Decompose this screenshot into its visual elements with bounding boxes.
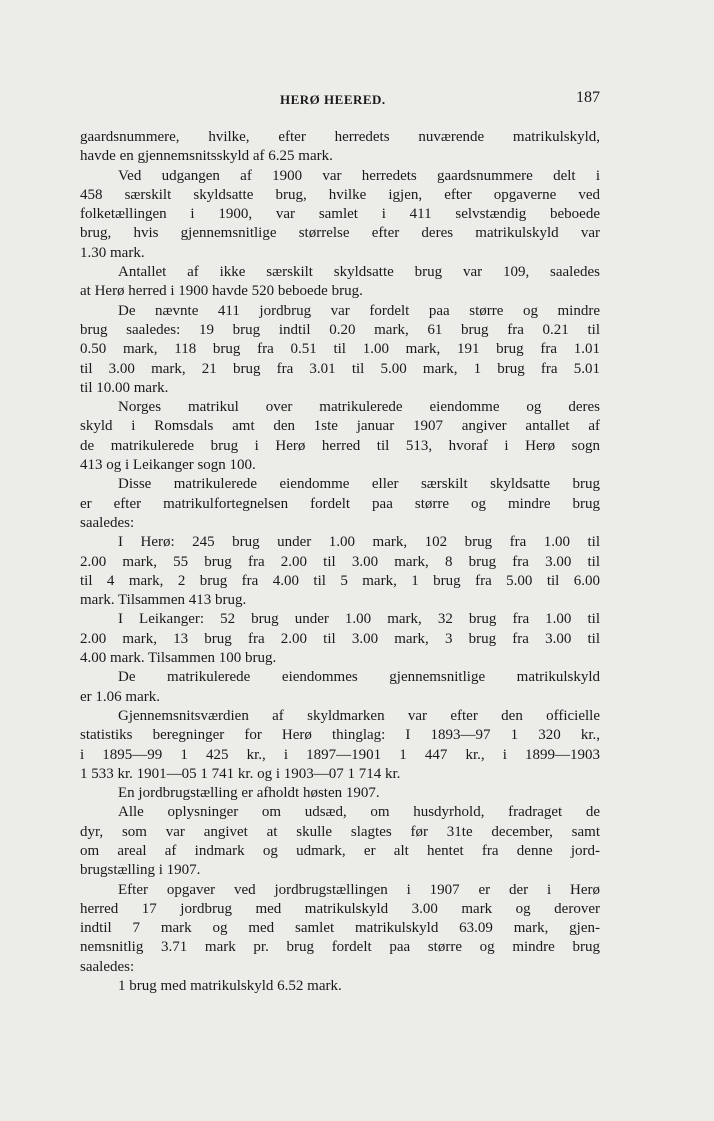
text-line: 2.00 mark, 55 brug fra 2.00 til 3.00 mark, 8 brug fra 3.00 til <box>80 553 600 570</box>
running-head <box>80 89 600 112</box>
text-line: Ved udgangen af 1900 var herredets gaardsnummere delt i <box>118 167 600 184</box>
text-line: I Herø: 245 brug under 1.00 mark, 102 brug fra 1.00 til <box>118 534 600 551</box>
text-line: 2.00 mark, 13 brug fra 2.00 til 3.00 mark, 3 brug fra 3.00 til <box>80 630 600 647</box>
text-line: 1 533 kr. 1901—05 1 741 kr. og i 1903—07 1 714 kr. <box>80 765 401 782</box>
page-number: 187 <box>576 89 600 106</box>
running-head-title: HERØ HEERED. <box>280 92 386 107</box>
text-line: til 4 mark, 2 brug fra 4.00 til 5 mark, 1 brug fra 5.00 til 6.00 <box>80 572 600 589</box>
text-line: 1.30 mark. <box>80 244 145 261</box>
text-line: De nævnte 411 jordbrug var fordelt paa større og mindre <box>118 302 600 319</box>
text-line: Norges matrikul over matrikulerede eiendomme og deres <box>118 399 600 416</box>
text-line: nemsnitlig 3.71 mark pr. brug fordelt paa større og mindre brug <box>80 939 600 956</box>
text-line: saaledes: <box>80 514 135 531</box>
text-line: 1 brug med matrikulskyld 6.52 mark. <box>118 978 342 995</box>
text-line: indtil 7 mark og med samlet matrikulskyld 63.09 mark, gjen- <box>80 920 600 937</box>
text-line: Disse matrikulerede eiendomme eller særskilt skyldsatte brug <box>118 476 600 493</box>
text-line: til 10.00 mark. <box>80 379 169 396</box>
text-line: I Leikanger: 52 brug under 1.00 mark, 32 brug fra 1.00 til <box>118 611 600 628</box>
text-line: Gjennemsnitsværdien af skyldmarken var efter den officielle <box>118 707 600 724</box>
text-line: brug, hvis gjennemsnitlige størrelse efter deres matrikulskyld var <box>80 225 600 242</box>
text-line: saaledes: <box>80 958 135 975</box>
text-line: En jordbrugstælling er afholdt høsten 1907. <box>118 785 380 802</box>
text-line: 4.00 mark. Tilsammen 100 brug. <box>80 650 277 667</box>
text-line: at Herø herred i 1900 havde 520 beboede brug. <box>80 283 363 300</box>
text-line: dyr, som var angivet at skulle slagtes før 31te december, samt <box>80 823 600 840</box>
text-line: om areal af indmark og udmark, er alt hentet fra denne jord- <box>80 842 600 859</box>
text-line: skyld i Romsdals amt den 1ste januar 1907 angiver antallet af <box>80 418 600 435</box>
text-line: til 3.00 mark, 21 brug fra 3.01 til 5.00 mark, 1 brug fra 5.01 <box>80 360 600 377</box>
text-line: Efter opgaver ved jordbrugstællingen i 1907 er der i Herø <box>118 881 600 898</box>
text-line: i 1895—99 1 425 kr., i 1897—1901 1 447 kr., i 1899—1903 <box>80 746 600 763</box>
text-line: herred 17 jordbrug med matrikulskyld 3.00 mark og derover <box>80 900 600 917</box>
text-line: brug saaledes: 19 brug indtil 0.20 mark, 61 brug fra 0.21 til <box>80 321 600 338</box>
text-line: 458 særskilt skyldsatte brug, hvilke igjen, efter opgaverne ved <box>80 186 600 203</box>
text-line: 0.50 mark, 118 brug fra 0.51 til 1.00 mark, 191 brug fra 1.01 <box>80 341 600 358</box>
text-line: 413 og i Leikanger sogn 100. <box>80 457 256 474</box>
text-line: statistiks beregninger for Herø thinglag: I 1893—97 1 320 kr., <box>80 727 600 744</box>
text-line: er efter matrikulfortegnelsen fordelt paa større og mindre brug <box>80 495 600 512</box>
text-line: er 1.06 mark. <box>80 688 160 705</box>
text-line: folketællingen i 1900, var samlet i 411 selvstændig beboede <box>80 206 600 223</box>
text-line: De matrikulerede eiendommes gjennemsnitlige matrikulskyld <box>118 669 600 686</box>
text-line: havde en gjennemsnitsskyld af 6.25 mark. <box>80 148 333 165</box>
text-line: Antallet af ikke særskilt skyldsatte brug var 109, saaledes <box>118 264 600 281</box>
body-text <box>80 128 600 996</box>
text-line: brugstælling i 1907. <box>80 862 201 879</box>
text-line: Alle oplysninger om udsæd, om husdyrhold, fradraget de <box>118 804 600 821</box>
text-line: mark. Tilsammen 413 brug. <box>80 592 247 609</box>
text-line: de matrikulerede brug i Herø herred til 513, hvoraf i Herø sogn <box>80 437 600 454</box>
text-line: gaardsnummere, hvilke, efter herredets nuværende matrikulskyld, <box>80 129 600 145</box>
